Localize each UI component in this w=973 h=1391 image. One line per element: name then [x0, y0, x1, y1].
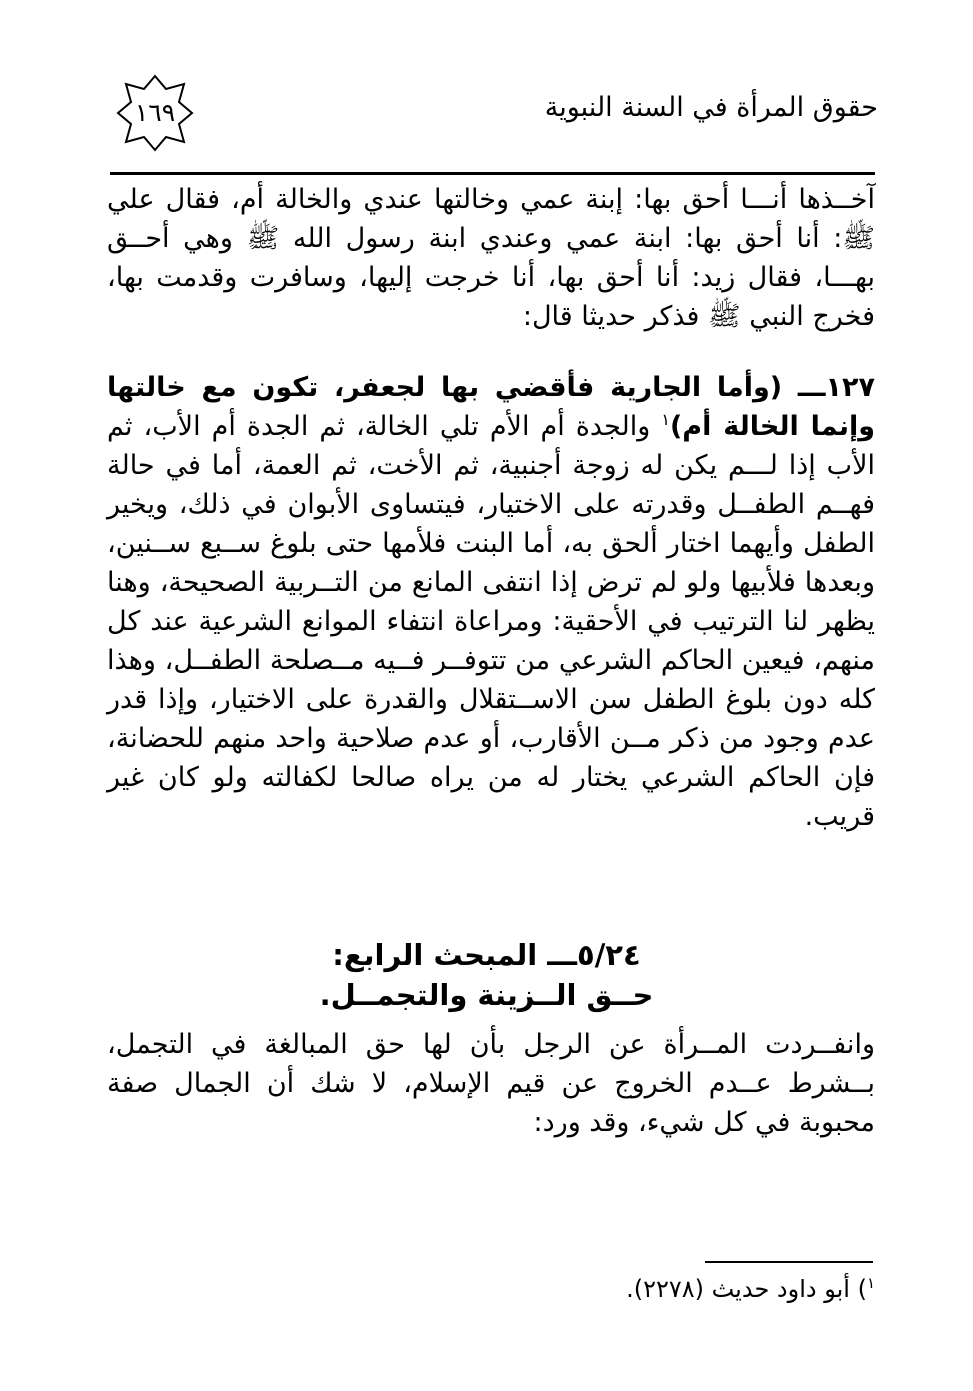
paragraph-adornment: وانفــردت المــرأة عن الرجل بأن لها حق المبالغة في التجمل، بــشرط عــدم الخروج عن قيم الإسلام، لا شك أن الجمال صفة محبوبة في كل شيء، وقد ورد:	[107, 1029, 875, 1138]
hadith-text: ١٢٧ـــ (وأما الجارية فأقضي بها لجعفر، تكون مع خالتها وإنما الخالة أم)	[107, 372, 875, 442]
paragraph-hadith-127	[107, 368, 875, 836]
footnote-text: ) أبو داود حديث (٢٢٧٨).	[626, 1275, 867, 1303]
footnote	[626, 1275, 875, 1303]
paragraph-commentary: والجدة أم الأم تلي الخالة، ثم الجدة أم الأب، ثم الأب إذا لـــم يكن له زوجة أجنبية، ثم الأخت، ثم العمة، أما في حالة فهــم الطفــل وقدرته على الاختيار، فيتساوى الأبوان في ذلك، ويخير الطفل وأيهما اختار ألحق به، أما البنت فلأمها حتى بلوغ ســبع ســنين، وبعدها فلأبيها ولو لم ترض إذا انتفى المانع من التــربية الصحيحة، وهنا يظهر لنا الترتيب في الأحقية: ومراعاة انتفاء الموانع الشرعية عند كل منهم، فيعين الحاكم الشرعي من تتوفــر فــيه مــصلحة الطفــل، وهذا كله دون بلوغ الطفل سن الاســتقلال والقدرة على الاختيار، وإذا قدر عدم وجود من ذكر مــن الأقارب، أو عدم صلاحية واحد منهم للحضانة، فإن الحاكم الشرعي يختار له من يراه صالحا لكفالته ولو كان غير قريب.	[107, 411, 875, 832]
footnote-rule	[705, 1261, 873, 1263]
section-title-heading: حــق الــزينة والتجمــل.	[319, 978, 654, 1012]
page-number-badge	[114, 72, 196, 154]
footnote-marker: ١	[661, 410, 670, 429]
paragraph-continuation: آخــذها أنـــا أحق بها: إبنة عمي وخالتها عندي والخالة أم، فقال علي ﷺ: أنا أحق بها: ابنة عمي وعندي ابنة رسول الله ﷺ وهي أحــق بهـــا، فقال زيد: أنا أحق بها، أنا خرجت إليها، وسافرت وقدمت بها، فخرج النبي ﷺ فذكر حديثا قال:	[107, 184, 875, 332]
running-title: حقوق المرأة في السنة النبوية	[544, 92, 878, 123]
section-number-heading: ٥/٢٤ـــ المبحث الرابع:	[332, 938, 641, 972]
footnote-number: ١	[866, 1274, 875, 1292]
header-rule	[110, 172, 875, 175]
page-number: ١٦٩	[134, 98, 176, 127]
